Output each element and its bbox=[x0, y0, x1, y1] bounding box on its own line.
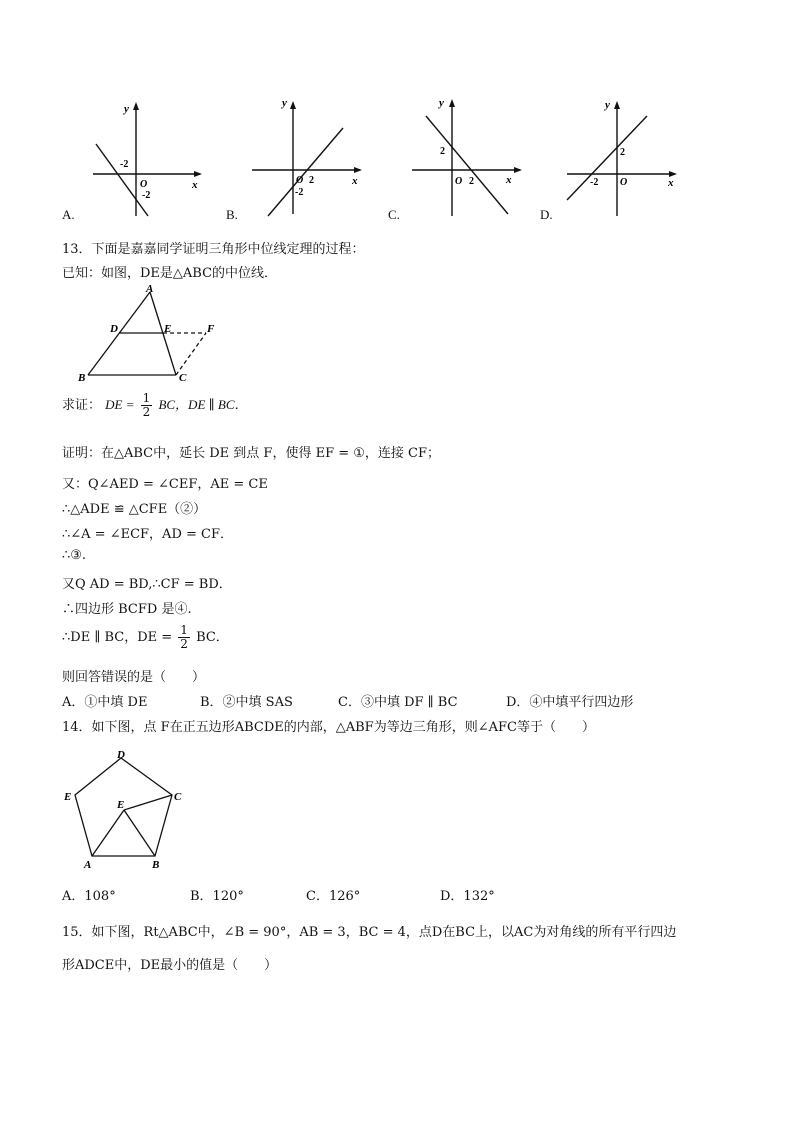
q13-proof-line-5: ∴③. bbox=[62, 548, 87, 563]
q13-given: 已知：如图，DE是△ABC的中位线． bbox=[62, 266, 278, 281]
q13-prove bbox=[62, 392, 248, 419]
vertex-d: D bbox=[110, 323, 118, 335]
y-arrow-icon bbox=[449, 99, 455, 107]
q14-option-b[interactable]: B．120° bbox=[190, 889, 244, 904]
q13-proof-line-7: ∴四边形 BCFD 是④. bbox=[62, 602, 192, 617]
y-label: y bbox=[124, 103, 129, 115]
y-label: y bbox=[282, 97, 287, 109]
prove-prefix: 求证： bbox=[62, 398, 102, 413]
vertex-e: E bbox=[164, 323, 172, 335]
tick-label: 2 bbox=[309, 175, 314, 186]
x-label: x bbox=[506, 174, 512, 186]
graph-line bbox=[426, 116, 508, 214]
q13-proof-line-3: ∴△ADE ≌ △CFE（②） bbox=[62, 502, 207, 517]
graph-line bbox=[567, 116, 647, 200]
q13-option-d[interactable]: D．④中填平行四边形 bbox=[506, 695, 634, 710]
x-label: x bbox=[668, 177, 674, 189]
q14-figure bbox=[60, 744, 192, 872]
tick-label: 2 bbox=[469, 176, 474, 187]
graph-a bbox=[88, 98, 208, 220]
x-arrow-icon bbox=[354, 167, 362, 173]
fraction-half bbox=[178, 624, 190, 651]
segment-fc bbox=[124, 795, 172, 810]
vertex-f: F bbox=[207, 323, 215, 335]
x-arrow-icon bbox=[194, 171, 202, 177]
tick-label: 2 bbox=[620, 147, 625, 158]
prove-lhs: DE = bbox=[105, 397, 135, 412]
fraction-numerator: 1 bbox=[180, 623, 188, 637]
vertex-e: E bbox=[64, 791, 72, 803]
y-label: y bbox=[605, 99, 610, 111]
vertex-a: A bbox=[146, 283, 154, 295]
x-arrow-icon bbox=[514, 167, 522, 173]
vertex-d: D bbox=[117, 749, 125, 761]
q13-proof-line-1: 证明：在△ABC中，延长 DE 到点 F，使得 EF = ①，连接 CF； bbox=[62, 446, 441, 461]
fraction-denominator: 2 bbox=[142, 405, 151, 419]
fraction-numerator: 1 bbox=[142, 391, 151, 405]
q14-option-c[interactable]: C．126° bbox=[306, 889, 361, 904]
q13-proof-line-6: 又Q AD = BD,∴CF = BD． bbox=[62, 577, 232, 592]
line8-lhs: ∴DE ∥ BC，DE = bbox=[62, 630, 173, 645]
graph-b bbox=[248, 96, 370, 218]
q13-proof-line-2: 又：Q∠AED = ∠CEF，AE = CE bbox=[62, 477, 268, 492]
q13-ask: 则回答错误的是（ ） bbox=[62, 670, 206, 685]
graph-d bbox=[565, 96, 685, 218]
tick-label: -2 bbox=[120, 159, 129, 170]
q15-line-2: 形ADCE中，DE最小的值是（ ） bbox=[62, 958, 278, 973]
q13-proof-line-8 bbox=[62, 624, 229, 651]
q14-option-a[interactable]: A．108° bbox=[62, 889, 116, 904]
line8-rhs: BC． bbox=[196, 630, 229, 645]
vertex-a: A bbox=[84, 859, 92, 871]
q13-option-c[interactable]: C．③中填 DF ∥ BC bbox=[338, 695, 458, 710]
option-letter-a: A. bbox=[62, 207, 75, 222]
origin-label: O bbox=[455, 176, 463, 187]
option-letter-d: D. bbox=[540, 207, 553, 222]
vertex-c: C bbox=[179, 372, 187, 384]
segment-af bbox=[92, 810, 124, 856]
tick-label: -2 bbox=[590, 177, 599, 188]
q14-stem: 14．如下图，点 F在正五边形ABCDE的内部，△ABF为等边三角形，则∠AFC等于（ ） bbox=[62, 720, 595, 735]
vertex-b: B bbox=[152, 859, 160, 871]
q13-stem: 13．下面是嘉嘉同学证明三角形中位线定理的过程： bbox=[62, 242, 365, 257]
q13-option-b[interactable]: B．②中填 SAS bbox=[200, 695, 293, 710]
tick-label: 2 bbox=[440, 146, 445, 157]
vertex-c: C bbox=[174, 791, 182, 803]
q13-proof-line-4: ∴∠A = ∠ECF，AD = CF． bbox=[62, 527, 233, 542]
tick-label: -2 bbox=[142, 190, 151, 201]
origin-label: O bbox=[620, 177, 628, 188]
x-label: x bbox=[352, 175, 358, 187]
graph-line bbox=[268, 128, 343, 216]
q13-option-a[interactable]: A．①中填 DE bbox=[62, 695, 148, 710]
tick-label: -2 bbox=[295, 187, 304, 198]
q14-option-d[interactable]: D．132° bbox=[440, 889, 495, 904]
y-arrow-icon bbox=[290, 101, 296, 109]
y-arrow-icon bbox=[614, 101, 620, 109]
y-label: y bbox=[439, 97, 444, 109]
y-arrow-icon bbox=[133, 102, 139, 110]
origin-label: O bbox=[140, 179, 148, 190]
option-letter-b: B. bbox=[226, 207, 238, 222]
segment-bf bbox=[124, 810, 155, 856]
origin-label: O bbox=[296, 175, 304, 186]
vertex-b: B bbox=[78, 372, 86, 384]
vertex-f: E bbox=[117, 799, 125, 811]
x-label: x bbox=[192, 179, 198, 191]
q15-line-1: 15．如下图，Rt△ABC中，∠B = 90°，AB = 3，BC = 4，点D在BC上，以AC为对角线的所有平行四边 bbox=[62, 925, 677, 940]
q13-figure bbox=[76, 282, 226, 386]
option-letter-c: C. bbox=[388, 207, 400, 222]
graph-c bbox=[408, 92, 528, 218]
fraction-denominator: 2 bbox=[180, 637, 188, 651]
prove-rhs: BC，DE ∥ BC． bbox=[158, 397, 248, 412]
fraction-half bbox=[141, 392, 153, 419]
segment-cf bbox=[176, 333, 206, 375]
